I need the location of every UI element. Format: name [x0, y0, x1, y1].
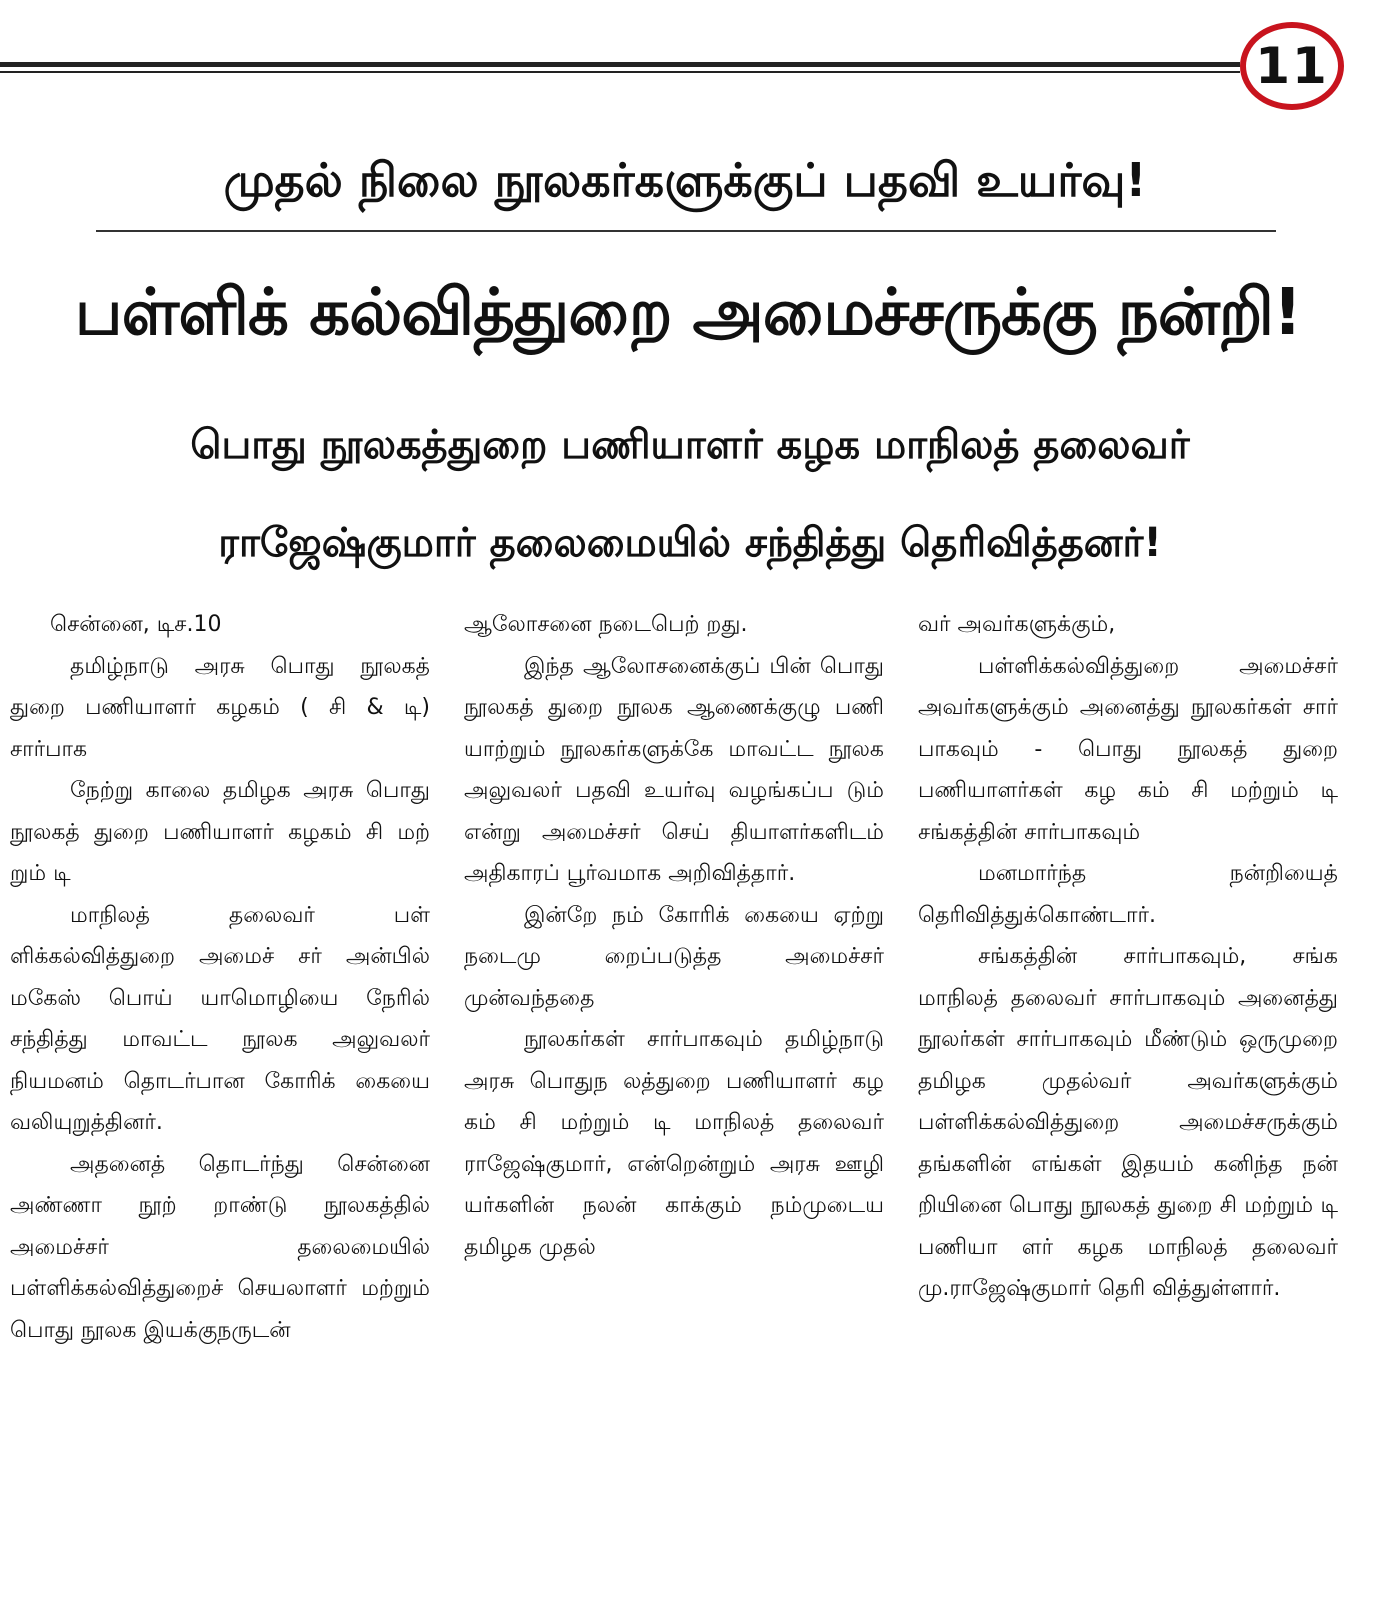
article-column-2 [464, 604, 884, 1594]
dateline: சென்னை, டிச.10 [50, 612, 222, 637]
paragraph: நூலகர்கள் சார்பாகவும் தமிழ்நாடு அரசு பொதுந லத்துறை பணியாளர் கழ கம் சி மற்றும் டி மாநிலத் தலைவர் ராஜேஷ்குமார், என்றென்றும் அரசு ஊழி யர்களின் நலன் காக்கும் நம்முடைய தமிழக முதல் [464, 1027, 884, 1260]
paragraph: இன்றே நம் கோரிக் கையை ஏற்று நடைமு றைப்படுத்த அமைச்சர் முன்வந்ததை [464, 902, 884, 1011]
subheadline-line-1: பொது நூலகத்துறை பணியாளர் கழக மாநிலத் தலைவர் [190, 422, 1190, 468]
subheadline-line-2: ராஜேஷ்குமார் தலைமையில் சந்தித்து தெரிவித்தனர்! [218, 520, 1162, 566]
paragraph: மனமார்ந்த நன்றியைத் தெரிவித்துக்கொண்டார். [918, 861, 1338, 928]
top-rule-thin [0, 71, 1240, 73]
kicker-heading: முதல் நிலை நூலகர்களுக்குப் பதவி உயர்வு! [223, 153, 1147, 207]
paragraph: ஆலோசனை நடைபெற் றது. [464, 612, 748, 637]
kicker-underline [96, 230, 1276, 232]
top-rule [0, 62, 1240, 67]
page-number-badge: 11 [1240, 22, 1344, 110]
paragraph: இந்த ஆலோசனைக்குப் பின் பொது நூலகத் துறை நூலக ஆணைக்குழு பணி யாற்றும் நூலகர்களுக்கே மாவட்ட நூலக அலுவலர் பதவி உயர்வு வழங்கப்ப டும் என்று அமைச்சர் செய் தியாளர்களிடம் அதிகாரப் பூர்வமாக அறிவித்தார். [464, 653, 884, 886]
article-column-3 [918, 604, 1338, 1594]
paragraph: வர் அவர்களுக்கும், [918, 612, 1116, 637]
paragraph: தமிழ்நாடு அரசு பொது நூலகத் துறை பணியாளர் கழகம் ( சி & டி) சார்பாக [10, 653, 430, 762]
paragraph: மாநிலத் தலைவர் பள் ளிக்கல்வித்துறை அமைச் சர் அன்பில் மகேஸ் பொய் யாமொழியை நேரில் சந்தித்து மாவட்ட நூலக அலுவலர் நியமனம் தொடர்பான கோரிக் கையை வலியுறுத்தினர். [10, 902, 430, 1135]
article-column-1 [10, 604, 430, 1594]
paragraph: அதனைத் தொடர்ந்து சென்னை அண்ணா நூற் றாண்டு நூலகத்தில் அமைச்சர் தலைமையில் பள்ளிக்கல்வித்துறைச் செயலாளர் மற்றும் பொது நூலக இயக்குநருடன் [10, 1151, 430, 1343]
main-headline: பள்ளிக் கல்வித்துறை அமைச்சருக்கு நன்றி! [74, 276, 1302, 350]
paragraph: பள்ளிக்கல்வித்துறை அமைச்சர் அவர்களுக்கும் அனைத்து நூலகர்கள் சார் பாகவும் - பொது நூலகத் துறை பணியாளர்கள் கழ கம் சி மற்றும் டி சங்கத்தின் சார்பாகவும் [918, 653, 1338, 845]
paragraph: சங்கத்தின் சார்பாகவும், சங்க மாநிலத் தலைவர் சார்பாகவும் அனைத்து நூலர்கள் சார்பாகவும் மீண்டும் ஒருமுறை தமிழக முதல்வர் அவர்களுக்கும் பள்ளிக்கல்வித்துறை அமைச்சருக்கும் தங்களின் எங்கள் இதயம் கனிந்த நன் றியினை பொது நூலகத் துறை சி மற்றும் டி பணியா ளர் கழக மாநிலத் தலைவர் மு.ராஜேஷ்குமார் தெரி வித்துள்ளார். [918, 944, 1338, 1301]
paragraph: நேற்று காலை தமிழக அரசு பொது நூலகத் துறை பணியாளர் கழகம் சி மற் றும் டி [10, 778, 430, 886]
